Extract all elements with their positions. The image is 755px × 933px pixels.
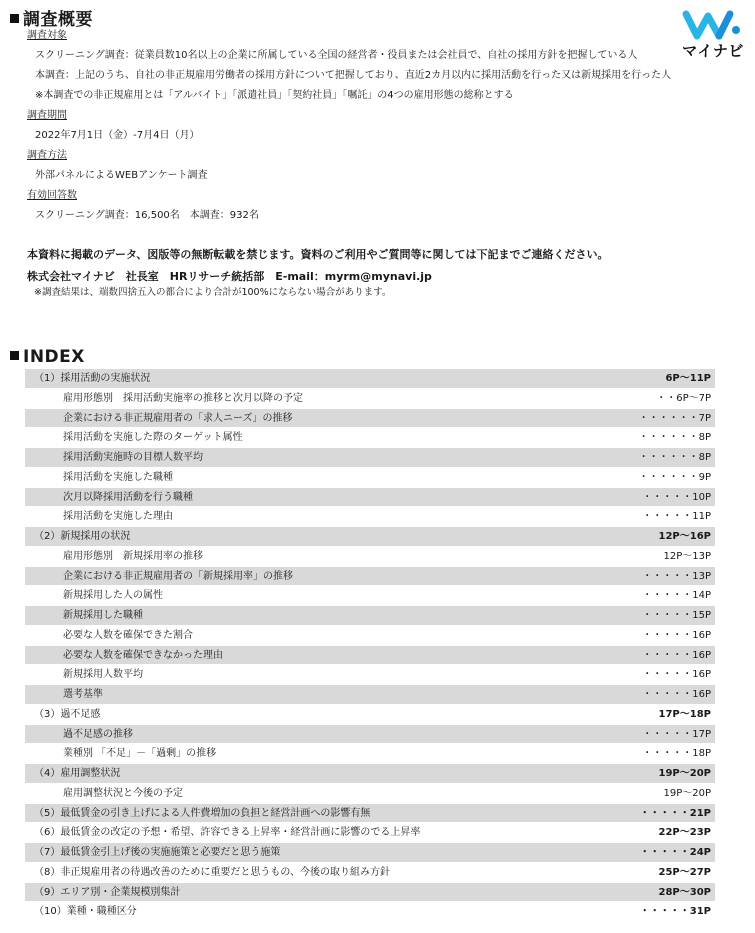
index-row-label: 企業における非正規雇用者の「求人ニーズ」の推移 [63, 412, 293, 424]
index-row-label: 雇用形態別 新規採用率の推移 [63, 550, 203, 562]
index-row-page: ・・・・・15P [642, 610, 711, 621]
index-row-label: 業種別 「不足」－「過剰」の推移 [63, 748, 217, 760]
heading-square-icon [10, 351, 19, 360]
heading-square-icon [10, 14, 19, 23]
index-item-row[interactable] [25, 389, 715, 409]
index-item-row[interactable] [25, 725, 715, 745]
index-row-label: 採用活動を実施した理由 [63, 511, 173, 523]
target-line: 本調査：上記のうち、自社の非正規雇用労働者の採用方針について把握しており、直近2カ月以内に採用活動を行った又は新規採用を行った人 [35, 70, 672, 81]
index-row-label: 必要な人数を確保できなかった理由 [63, 649, 223, 661]
index-item-row[interactable] [25, 626, 715, 646]
index-row-page: ・・・・・16P [642, 649, 711, 661]
contact-line: 株式会社マイナビ 社長室 HRリサーチ統括部 E-mail：myrm@mynavi.jp [27, 270, 432, 283]
index-row-label: 採用活動を実施した際のターゲット属性 [63, 432, 243, 444]
mynavi-logo-mark-icon [680, 8, 746, 42]
index-item-row[interactable] [25, 448, 715, 468]
index-item-row[interactable] [25, 547, 715, 567]
logo-text: マイナビ [682, 42, 744, 60]
index-row-page: ・・・・・16P [642, 629, 711, 641]
target-note: ※本調査での非正規雇用とは「アルバイト」「派遣社員」「契約社員」「嘱託」の4つの雇用形態の総称とする [35, 90, 514, 101]
index-row-label: 必要な人数を確保できた割合 [63, 629, 193, 641]
index-item-row[interactable] [25, 507, 715, 527]
index-row-label: 採用活動実施時の目標人数平均 [63, 452, 203, 463]
index-row-page: ・・・・・16P [642, 689, 711, 700]
index-item-row[interactable] [25, 409, 715, 429]
index-row-label: （9）エリア別・企業規模別集計 [34, 886, 181, 898]
index-row-page: 12P～16P [658, 531, 711, 542]
index-row-page: 19P～20P [658, 768, 711, 779]
index-row-label: （5）最低賃金の引き上げによる人件費増加の負担と経営計画への影響有無 [34, 807, 371, 819]
index-row-label: （4）雇用調整状況 [34, 768, 121, 779]
method-value: 外部パネルによるWEBアンケート調査 [35, 170, 208, 181]
target-line: スクリーニング調査：従業員数10名以上の企業に所属している全国の経営者・役員または会社員で、自社の採用方針を把握している人 [35, 50, 638, 61]
index-row-page: 22P～23P [658, 827, 711, 839]
index-row-page: ・・6P～7P [656, 392, 711, 404]
index-row-page: ・・・・・14P [642, 590, 711, 602]
responses-label: 有効回答数 [27, 190, 77, 201]
index-row-label: （8）非正規雇用者の待遇改善のために重要だと思うもの、今後の取り組み方針 [34, 866, 390, 878]
index-row-page: ・・・・・10P [642, 491, 711, 503]
index-table [25, 369, 715, 922]
mynavi-logo [680, 8, 746, 60]
index-section-row[interactable] [25, 369, 715, 389]
index-item-row[interactable] [25, 665, 715, 685]
index-row-label: 企業における非正規雇用者の「新規採用率」の推移 [63, 570, 293, 582]
index-item-row[interactable] [25, 744, 715, 764]
index-section-row[interactable] [25, 764, 715, 784]
notice-line: 本資料に掲載のデータ、図版等の無断転載を禁じます。資料のご利用やご質問等に関しては下記までご連絡ください。 [27, 248, 609, 261]
index-row-page: ・・・・・18P [642, 748, 711, 760]
index-row-label: （1）採用活動の実施状況 [34, 373, 151, 384]
index-row-label: 雇用調整状況と今後の予定 [63, 787, 183, 799]
index-section-row[interactable] [25, 863, 715, 883]
index-row-label: （2）新規採用の状況 [34, 531, 131, 542]
index-row-label: （3）過不足感 [34, 708, 101, 720]
method-label: 調査方法 [27, 150, 67, 161]
index-row-page: 12P～13P [663, 550, 711, 562]
index-row-label: （10）業種・職種区分 [34, 906, 137, 918]
index-row-page: ・・・・・24P [639, 847, 711, 858]
survey-details [27, 26, 687, 226]
index-title: INDEX [23, 347, 85, 367]
index-row-page: ・・・・・31P [639, 906, 711, 918]
index-row-label: 選考基準 [63, 689, 103, 700]
index-item-row[interactable] [25, 646, 715, 666]
index-section-row[interactable] [25, 843, 715, 863]
index-row-page: ・・・・・21P [639, 807, 711, 819]
index-row-label: 採用活動を実施した職種 [63, 471, 173, 483]
index-row-page: ・・・・・・9P [638, 471, 711, 483]
index-section-row[interactable] [25, 883, 715, 903]
index-item-row[interactable] [25, 784, 715, 804]
index-section-row[interactable] [25, 902, 715, 922]
rounding-footnote: ※調査結果は、端数四捨五入の都合により合計が100%にならない場合があります。 [34, 287, 392, 298]
index-heading [10, 347, 85, 367]
index-row-page: 6P～11P [665, 373, 711, 384]
period-value: 2022年7月1日（金）-7月4日（月） [35, 130, 200, 141]
index-row-label: 雇用形態別 採用活動実施率の推移と次月以降の予定 [63, 392, 303, 404]
index-row-page: 25P～27P [658, 866, 711, 878]
index-row-label: （6）最低賃金の改定の予想・希望、許容できる上昇率・経営計画に影響のでる上昇率 [34, 827, 421, 839]
index-item-row[interactable] [25, 488, 715, 508]
index-row-page: ・・・・・13P [642, 570, 711, 582]
index-item-row[interactable] [25, 567, 715, 587]
target-label: 調査対象 [27, 30, 67, 41]
index-section-row[interactable] [25, 527, 715, 547]
index-row-label: （7）最低賃金引上げ後の実施施策と必要だと思う施策 [34, 847, 281, 858]
index-item-row[interactable] [25, 428, 715, 448]
index-row-label: 新規採用人数平均 [63, 669, 143, 681]
responses-value: スクリーニング調査：16,500名 本調査：932名 [35, 210, 259, 221]
index-item-row[interactable] [25, 606, 715, 626]
index-section-row[interactable] [25, 823, 715, 843]
copyright-notice [27, 244, 608, 288]
index-row-page: ・・・・・・8P [638, 432, 711, 444]
index-row-label: 過不足感の推移 [63, 728, 133, 740]
period-label: 調査期間 [27, 110, 67, 121]
index-row-page: 28P～30P [658, 886, 711, 898]
index-row-page: ・・・・・・8P [638, 452, 711, 463]
index-row-page: 19P～20P [663, 787, 711, 799]
index-row-label: 新規採用した職種 [63, 610, 143, 621]
index-row-page: ・・・・・・7P [638, 412, 711, 424]
index-section-row[interactable] [25, 804, 715, 824]
index-row-page: ・・・・・11P [642, 511, 711, 523]
index-item-row[interactable] [25, 685, 715, 705]
survey-overview-title: 調査概要 [23, 10, 93, 30]
index-row-label: 次月以降採用活動を行う職種 [63, 491, 193, 503]
index-item-row[interactable] [25, 468, 715, 488]
index-row-page: ・・・・・16P [642, 669, 711, 681]
index-row-page: ・・・・・17P [642, 728, 711, 740]
index-section-row[interactable] [25, 705, 715, 725]
index-item-row[interactable] [25, 586, 715, 606]
index-row-label: 新規採用した人の属性 [63, 590, 163, 602]
index-row-page: 17P～18P [658, 708, 711, 720]
